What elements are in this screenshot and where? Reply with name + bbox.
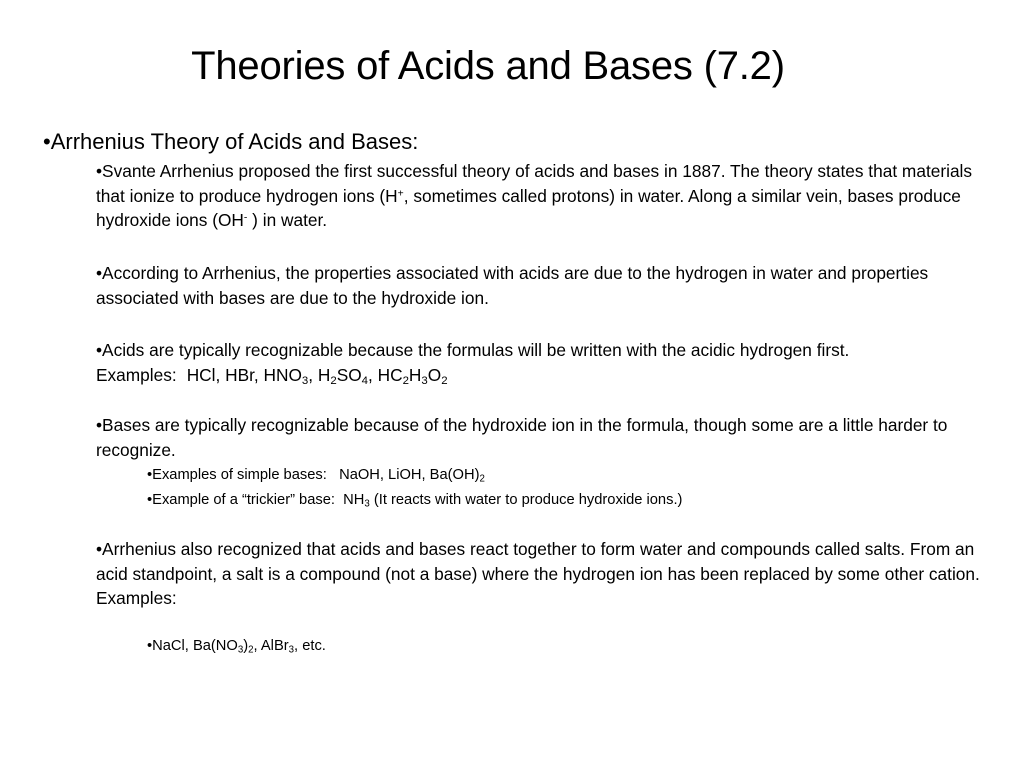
slide-title: Theories of Acids and Bases (7.2) [191, 44, 785, 88]
paragraph-salts: •Arrhenius also recognized that acids and bases react together to form water and compounds called salts. From an acid standpoint, a salt is a compound (not a base) where the hydrogen ion has been replaced by some other cation. Examples: [96, 539, 980, 608]
text: ) in water. [247, 210, 328, 230]
formula-text: , H [308, 364, 331, 385]
examples-label: Examples: [96, 364, 177, 385]
text: (It reacts with water to produce hydroxide ions.) [369, 492, 683, 508]
text: , sometimes called protons) in water. Along a similar vein, bases produce hydroxide ions (OH [96, 185, 961, 230]
formula-text: NH [343, 492, 365, 508]
text: •Acids are typically recognizable because the formulas will be written with the acidic hydrogen first. [96, 340, 850, 360]
superscript: + [397, 187, 404, 199]
subscript: 2 [479, 473, 485, 485]
formula-text: , HC [368, 364, 403, 385]
formula-text: HCl, HBr, HNO [186, 364, 302, 385]
formula-text: NaOH, LiOH, Ba(OH) [339, 467, 480, 483]
subscript: 2 [441, 374, 448, 387]
formula-text: , AlBr [253, 638, 289, 654]
subscript: 2 [402, 374, 409, 387]
text: •Svante Arrhenius proposed the first successful theory of acids and bases in 1887. The theory states that materials that ionize to produce hydrogen ions (H [96, 161, 973, 206]
subscript: 3 [364, 498, 370, 510]
subscript: 4 [361, 374, 368, 387]
formula-text: •NaCl, Ba(NO [147, 638, 238, 654]
paragraph-bases: •Bases are typically recognizable because of the hydroxide ion in the formula, though some are a little harder to recognize. [96, 415, 948, 460]
subscript: 2 [330, 374, 337, 387]
sub-bullet-simple-bases [147, 465, 987, 485]
subscript: 2 [248, 644, 254, 656]
subscript: 3 [237, 644, 244, 656]
formula-text: H [408, 364, 422, 385]
subscript: 3 [288, 644, 295, 656]
formula-text: , etc. [294, 638, 326, 654]
superscript: - [243, 212, 248, 224]
label: •Example of a “trickier” base: [147, 492, 335, 508]
subscript: 3 [301, 374, 309, 387]
formula-text: SO [336, 364, 362, 385]
subscript: 3 [421, 374, 428, 387]
sub-bullet-salt-examples [147, 636, 987, 656]
paragraph-acids [96, 338, 996, 387]
formula-text: ) [243, 638, 249, 654]
section-heading: •Arrhenius Theory of Acids and Bases: [43, 129, 419, 154]
paragraph-arrhenius-proposal [96, 159, 996, 233]
label: •Examples of simple bases: [147, 467, 327, 483]
sub-bullet-trickier-base [147, 490, 987, 510]
formula-text: O [427, 364, 442, 385]
paragraph-properties: •According to Arrhenius, the properties associated with acids are due to the hydrogen in water and properties associated with bases are due to the hydroxide ion. [96, 263, 929, 308]
